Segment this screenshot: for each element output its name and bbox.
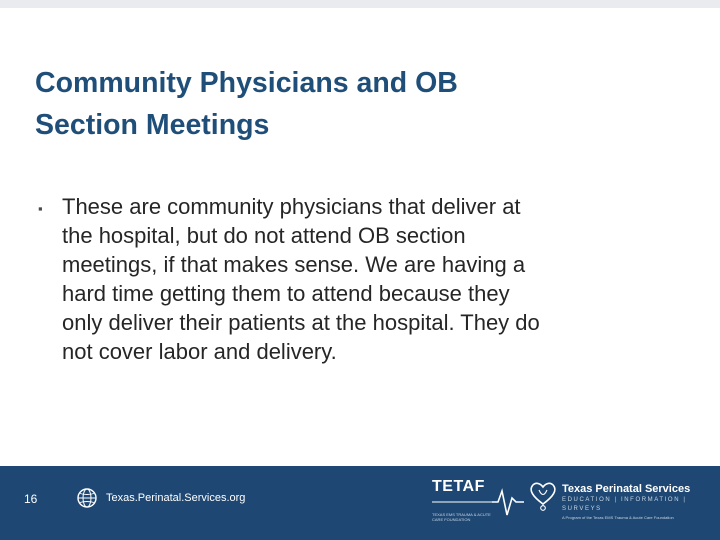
bullet-line-3: meetings, if that makes sense. We are having a [62,252,526,277]
slide-number: 16 [24,492,38,506]
heartbeat-line-icon [432,478,524,530]
tetaf-logo [432,478,524,530]
top-strip [0,0,720,8]
tps-logo [562,482,718,522]
slide-title [35,62,655,146]
globe-icon [76,487,98,509]
tetaf-logo-tagline: TEXAS EMS TRAUMA & ACUTE CARE FOUNDATION [432,512,491,522]
bullet-line-1: These are community physicians that deliver at [62,194,521,219]
footer-bar [0,466,720,540]
tps-logo-tagline: EDUCATION | INFORMATION | SURVEYS [562,497,687,512]
bullet-marker: ▪ [38,201,43,216]
heart-stethoscope-icon [528,478,558,512]
tps-logo-program-line: A Program of the Texas EMS Trauma & Acute Care Foundation [562,515,674,520]
tetaf-logo-name: TETAF [432,478,485,495]
bullet-line-2: the hospital, but do not attend OB section [62,223,466,248]
slide-title-line-1: Community Physicians and OB [35,67,458,99]
bullet-line-4: hard time getting them to attend because they [62,281,510,306]
bullet-line-5: only deliver their patients at the hospital. They do [62,310,540,335]
bullet-line-6: not cover labor and delivery. [62,339,337,364]
website-link[interactable]: Texas.Perinatal.Services.org [106,492,246,504]
bullet-text [62,192,688,366]
tps-logo-name: Texas Perinatal Services [562,483,691,495]
slide-body [38,192,688,366]
bullet-item [38,192,688,366]
slide-title-line-2: Section Meetings [35,109,270,141]
